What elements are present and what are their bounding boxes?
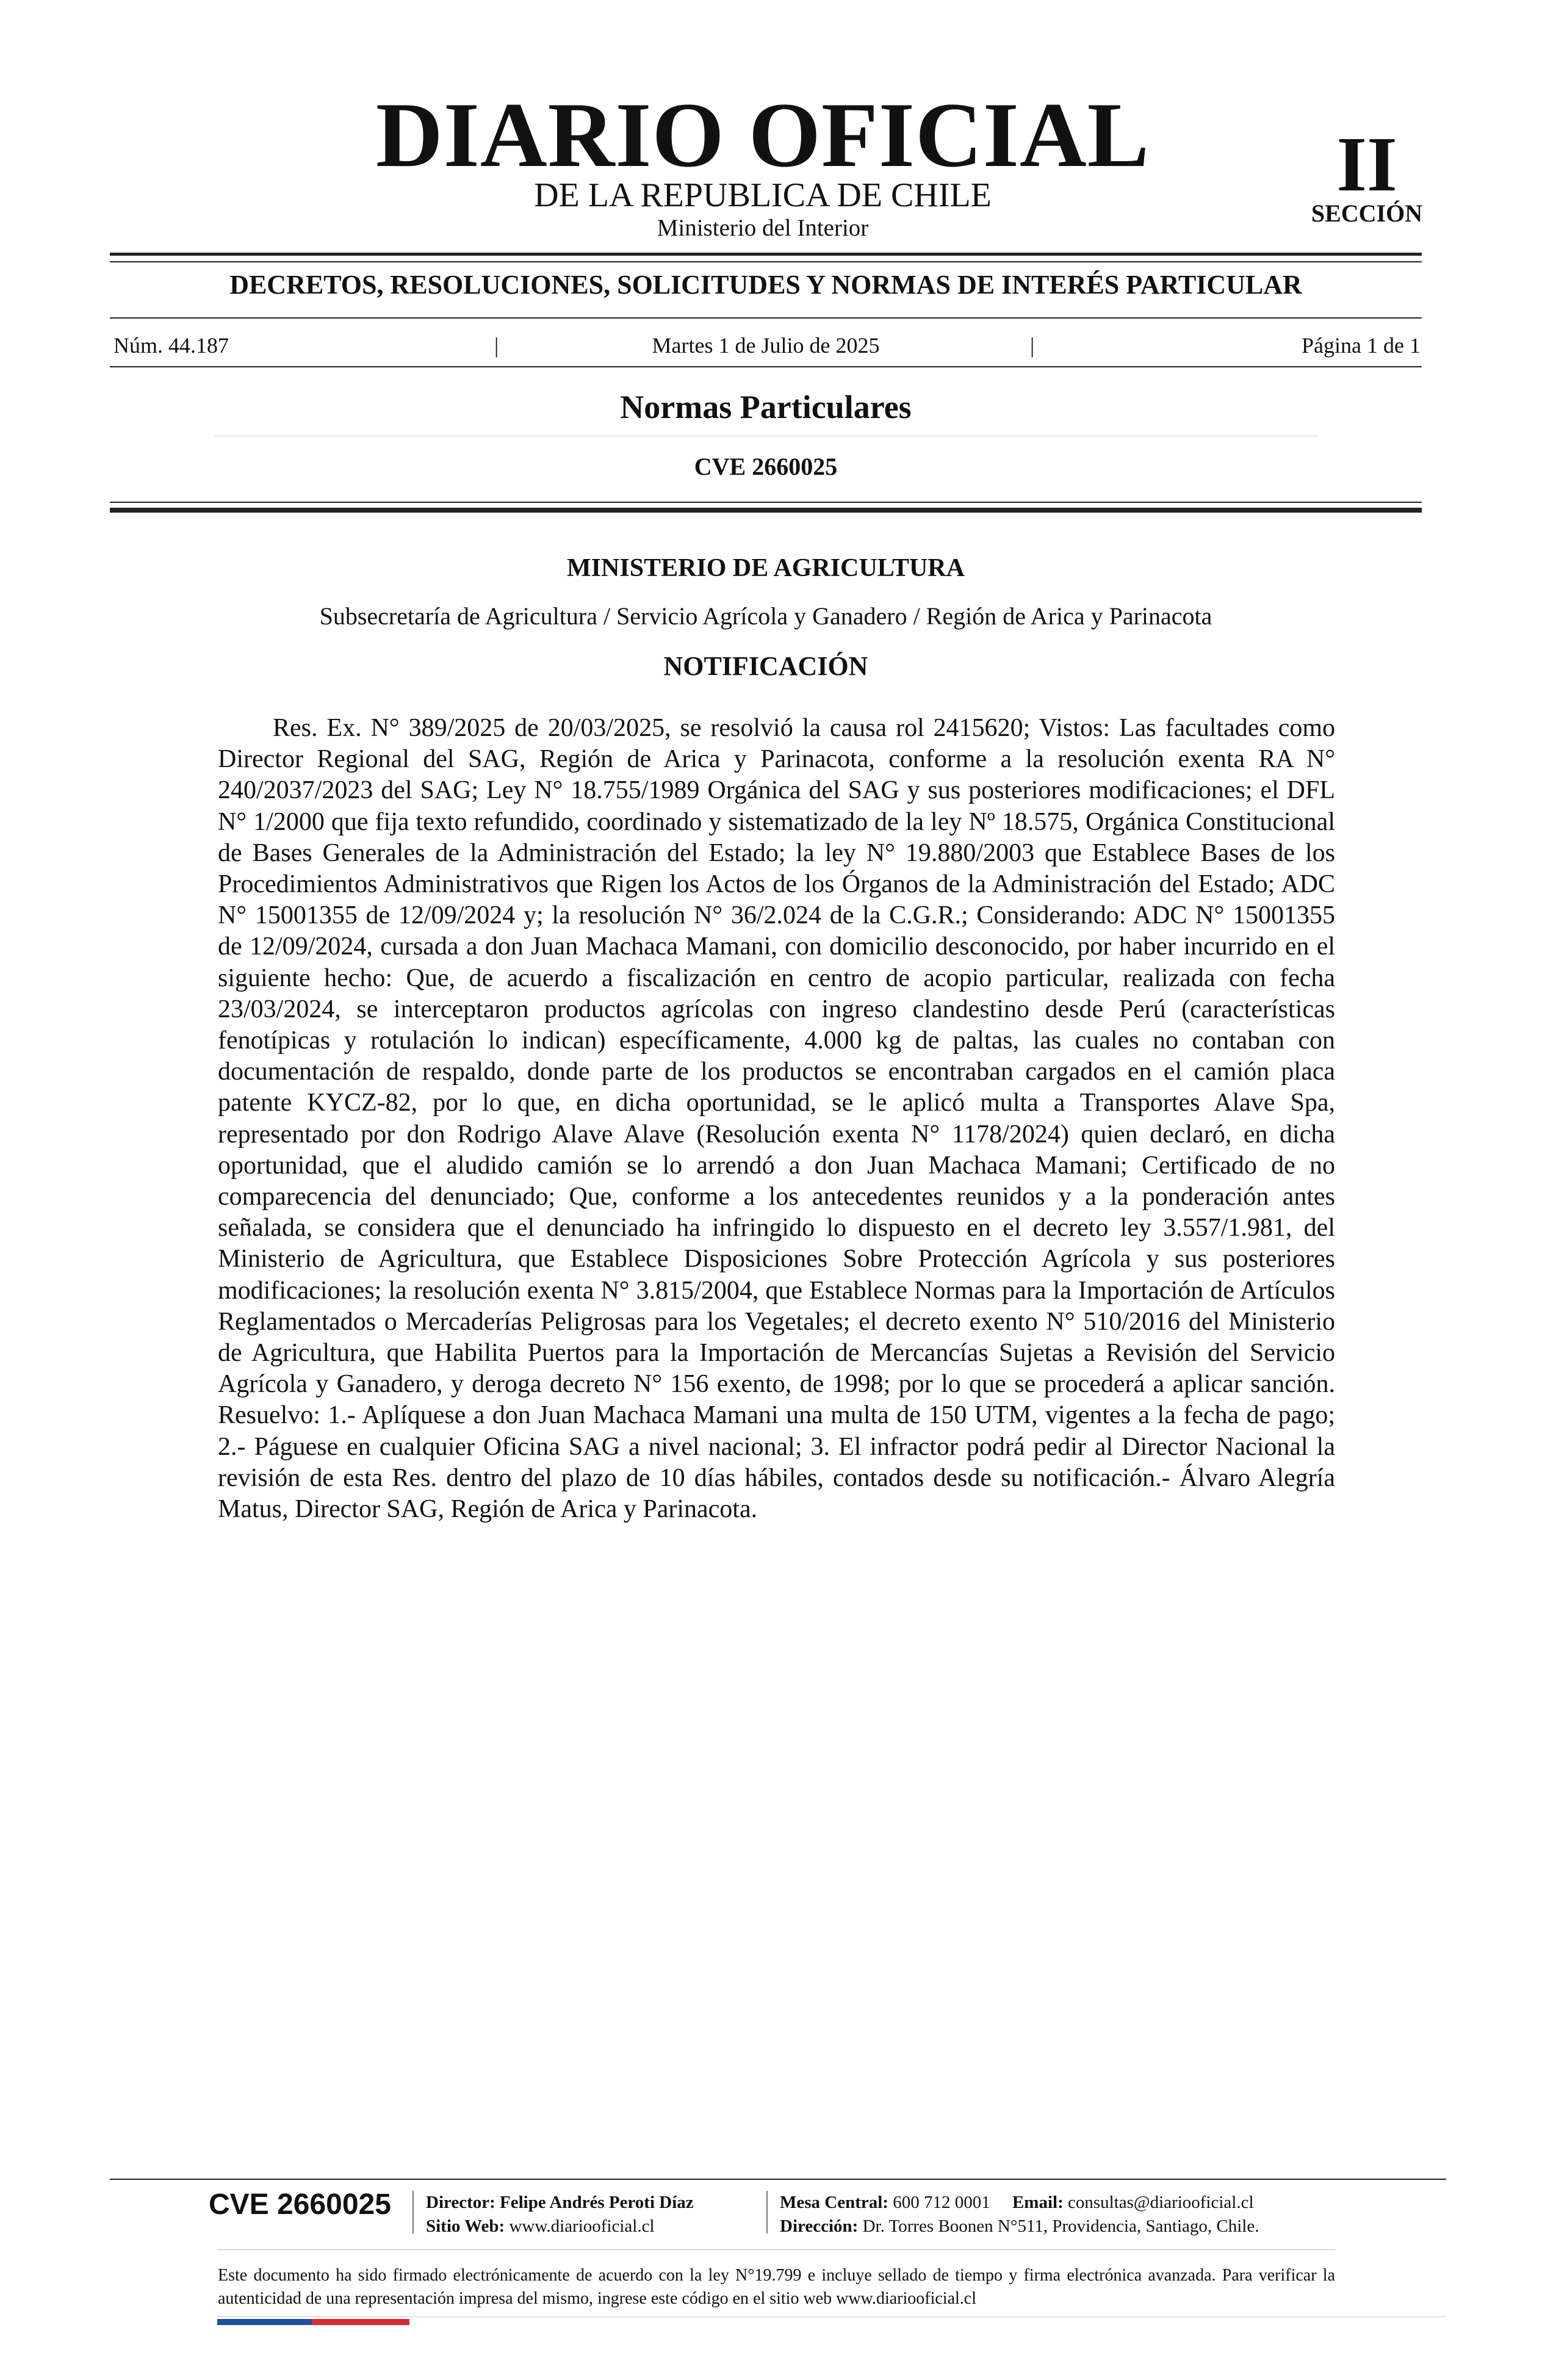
footer-divider-top: [110, 2179, 1446, 2180]
footer-phone-value: 600 712 0001: [893, 2193, 990, 2212]
footer-web-link[interactable]: www.diariooficial.cl: [509, 2216, 655, 2236]
issue-separator: |: [494, 333, 499, 358]
footer-director-label: Director:: [426, 2193, 495, 2212]
footer-address-label: Dirección:: [780, 2216, 859, 2236]
norms-heading: Normas Particulares: [620, 389, 912, 425]
flag-stripe-blue: [217, 2319, 312, 2325]
footer-vertical-divider: [766, 2191, 768, 2234]
footer-email-link[interactable]: consultas@diariooficial.cl: [1068, 2193, 1254, 2212]
masthead-subtitle: DE LA REPUBLICA DE CHILE: [534, 176, 992, 214]
footer-vertical-divider: [412, 2191, 414, 2234]
footer-cve: CVE 2660025: [209, 2188, 391, 2221]
section-divider: [110, 317, 1422, 319]
section-number: II: [1336, 121, 1397, 207]
flag-stripe-red: [312, 2319, 409, 2325]
footer-web-label: Sitio Web:: [426, 2216, 505, 2236]
cve-heading: CVE 2660025: [694, 453, 838, 480]
footer-phone-label: Mesa Central:: [780, 2193, 888, 2212]
issue-divider: [110, 366, 1422, 367]
masthead-ministry: Ministerio del Interior: [657, 215, 869, 241]
document-body: Res. Ex. N° 389/2025 de 20/03/2025, se resolvió la causa rol 2415620; Vistos: Las facultades como Director Regional del SAG, Región de Arica y Parinacota, conforme a la resolución exenta RA N° 240/2037/2023 del SAG; Ley N° 18.755/1989 Orgánica del SAG y sus posteriores modificaciones; el DFL N° 1/2000 que fija texto refundido, coordinado y sistematizado de la ley Nº 18.575, Orgánica Constitucional de Bases Generales de la Administración del Estado; la ley N° 19.880/2003 que Establece Bases de los Procedimientos Administrativos que Rigen los Actos de los Órganos de la Administración del Estado; ADC N° 15001355 de 12/09/2024 y; la resolución N° 36/2.024 de la C.G.R.; Considerando: ADC N° 15001355 de 12/09/2024, cursada a don Juan Machaca Mamani, con domicilio desconocido, por haber incurrido en el siguiente hecho: Que, de acuerdo a fiscalización en centro de acopio particular, realizada con fecha 23/03/2024, se interceptaron productos agrícolas con ingreso clandestino desde Perú (características fenotípicas y rotulación lo indican) específicamente, 4.000 kg de paltas, las cuales no contaban con documentación de respaldo, donde parte de los productos se encontraban cargados en el camión placa patente KYCZ-82, por lo que, en dicha oportunidad, se le aplicó multa a Transportes Alave Spa, representado por don Rodrigo Alave Alave (Resolución exenta N° 1178/2024) quien declaró, en dicha oportunidad, que el aludido camión se lo arrendó a don Juan Machaca Mamani; Certificado de no comparecencia del denunciado; Que, conforme a los antecedentes reunidos y a la ponderación antes señalada, se considera que el denunciado ha infringido lo dispuesto en el decreto ley 3.557/1.981, del Ministerio de Agricultura, que Establece Disposiciones Sobre Protección Agrícola y sus posteriores modificaciones; la resolución exenta N° 3.815/2004, que Establece Normas para la Importación de Artículos Reglamentados o Mercaderías Peligrosas para los Vegetales; el decreto exento N° 510/2016 del Ministerio de Agricultura, que Habilita Puertos para la Importación de Mercancías Sujetas a Revisión del Servicio Agrícola y Ganadero, y deroga decreto N° 156 exento, de 1998; por lo que se procederá a aplicar sanción. Resuelvo: 1.- Aplíquese a don Juan Machaca Mamani una multa de 150 UTM, vigentes a la fecha de pago; 2.- Páguese en cualquier Oficina SAG a nivel nacional; 3. El infractor podrá pedir al Director Nacional la revisión de esta Res. dentro del plazo de 10 días hábiles, contados desde su notificación.- Álvaro Alegría Matus, Director SAG, Región de Arica y Parinacota.: [218, 714, 1335, 1524]
masthead-divider-top-thin: [110, 261, 1422, 262]
masthead-title: DIARIO OFICIAL: [375, 84, 1150, 186]
masthead-divider-top: [110, 253, 1422, 256]
ministry-heading: MINISTERIO DE AGRICULTURA: [567, 554, 965, 582]
footer-address-value: Dr. Torres Boonen N°511, Providencia, Santiago, Chile.: [862, 2216, 1259, 2236]
sub-entity: Subsecretaría de Agricultura / Servicio Agrícola y Ganadero / Región de Arica y Parinacota: [319, 602, 1212, 630]
norms-divider-thin: [110, 502, 1422, 503]
footer-email-label: Email:: [1012, 2193, 1064, 2212]
footer-website: [426, 2218, 655, 2235]
footer-address: [780, 2218, 1259, 2235]
section-heading: DECRETOS, RESOLUCIONES, SOLICITUDES Y NORMAS DE INTERÉS PARTICULAR: [229, 270, 1302, 300]
footer-divider-middle: [217, 2249, 1335, 2250]
document-type: NOTIFICACIÓN: [663, 651, 868, 681]
norms-divider-thick: [110, 508, 1422, 513]
footer-contact: [780, 2194, 1254, 2212]
footer-director-value: Felipe Andrés Peroti Díaz: [500, 2193, 694, 2212]
issue-number: Núm. 44.187: [113, 333, 229, 358]
issue-separator: |: [1030, 333, 1035, 358]
footer-director: [426, 2194, 694, 2212]
issue-page: Página 1 de 1: [1302, 333, 1421, 358]
footer-notice: Este documento ha sido firmado electrónicamente de acuerdo con la ley N°19.799 e incluye sellado de tiempo y firma electrónica avanzada. Para verificar la autenticidad de una representación impresa del mismo, ingrese este código en el sitio web www.diariooficial.cl: [218, 2266, 1335, 2308]
section-label: SECCIÓN: [1311, 200, 1423, 227]
issue-date: Martes 1 de Julio de 2025: [652, 333, 880, 358]
